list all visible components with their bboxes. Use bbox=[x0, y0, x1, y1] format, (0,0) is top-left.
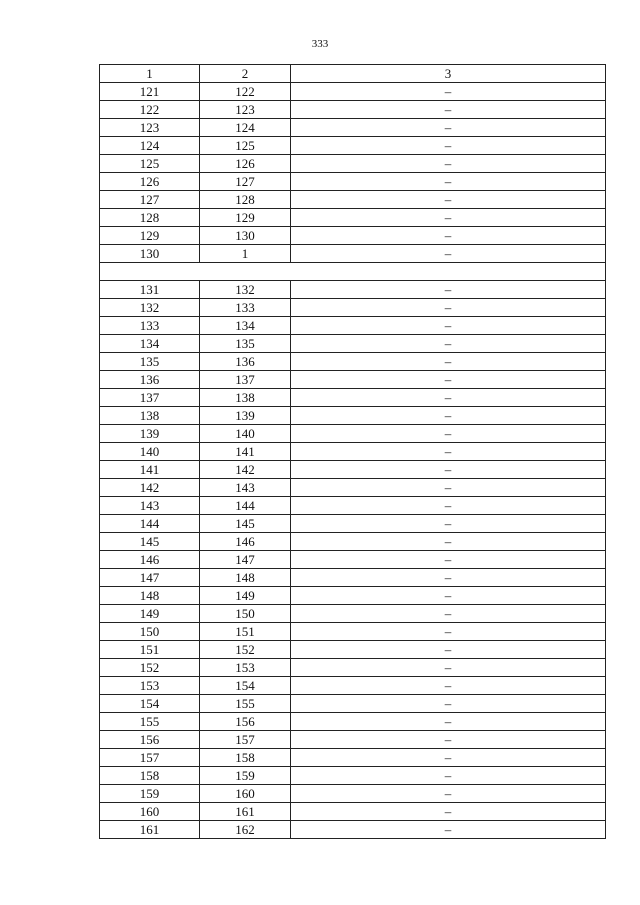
table-cell-col1: 130 bbox=[100, 245, 200, 263]
table-cell-col3: – bbox=[291, 173, 606, 191]
table-cell-col3: – bbox=[291, 443, 606, 461]
table-cell-col2: 151 bbox=[200, 623, 291, 641]
table-cell-col3: – bbox=[291, 353, 606, 371]
table-cell-col1: 155 bbox=[100, 713, 200, 731]
table-row bbox=[100, 605, 606, 623]
table-row bbox=[100, 317, 606, 335]
table-cell-col3: – bbox=[291, 281, 606, 299]
table-cell-col3: – bbox=[291, 497, 606, 515]
table-cell-col1: 143 bbox=[100, 497, 200, 515]
table-cell-col1: 140 bbox=[100, 443, 200, 461]
table-cell-col2: 127 bbox=[200, 173, 291, 191]
table-row bbox=[100, 173, 606, 191]
table-cell-col2: 124 bbox=[200, 119, 291, 137]
table-cell-col3: – bbox=[291, 713, 606, 731]
table-row bbox=[100, 137, 606, 155]
table-cell-col2: 133 bbox=[200, 299, 291, 317]
table-row bbox=[100, 767, 606, 785]
table-row bbox=[100, 209, 606, 227]
table-row bbox=[100, 425, 606, 443]
table-row bbox=[100, 515, 606, 533]
table-cell-col1: 152 bbox=[100, 659, 200, 677]
table-cell-col3: – bbox=[291, 83, 606, 101]
table-cell-col3: – bbox=[291, 245, 606, 263]
table-cell-col2: 162 bbox=[200, 821, 291, 839]
table-cell-col2: 130 bbox=[200, 227, 291, 245]
table-cell-col3: – bbox=[291, 803, 606, 821]
table-row bbox=[100, 821, 606, 839]
table-cell-col2: 123 bbox=[200, 101, 291, 119]
table-cell-col1: 144 bbox=[100, 515, 200, 533]
table-cell-col2: 156 bbox=[200, 713, 291, 731]
table-cell-col3: – bbox=[291, 587, 606, 605]
table-row bbox=[100, 659, 606, 677]
table-cell-col2: 141 bbox=[200, 443, 291, 461]
table-row bbox=[100, 119, 606, 137]
table-cell-col3: – bbox=[291, 137, 606, 155]
table-cell-col1: 149 bbox=[100, 605, 200, 623]
table-cell-col2: 155 bbox=[200, 695, 291, 713]
table-row bbox=[100, 749, 606, 767]
table-cell-col1: 134 bbox=[100, 335, 200, 353]
table-cell-col1: 136 bbox=[100, 371, 200, 389]
table-cell-col2: 125 bbox=[200, 137, 291, 155]
table-cell-col3: – bbox=[291, 317, 606, 335]
table-cell-col3: – bbox=[291, 659, 606, 677]
table-cell-col1: 161 bbox=[100, 821, 200, 839]
table-cell-col2: 1 bbox=[200, 245, 291, 263]
table-cell-col2: 158 bbox=[200, 749, 291, 767]
table-cell-col1: 132 bbox=[100, 299, 200, 317]
table-cell-col3: – bbox=[291, 119, 606, 137]
table-cell-col2: 142 bbox=[200, 461, 291, 479]
table-cell-col1: 159 bbox=[100, 785, 200, 803]
table-cell-col2: 159 bbox=[200, 767, 291, 785]
table-cell-col1: 126 bbox=[100, 173, 200, 191]
table-cell-col1: 123 bbox=[100, 119, 200, 137]
table-cell-col2: 140 bbox=[200, 425, 291, 443]
table-cell-col2: 160 bbox=[200, 785, 291, 803]
table-cell-col2: 147 bbox=[200, 551, 291, 569]
table-cell-col1: 147 bbox=[100, 569, 200, 587]
column-header-3: 3 bbox=[291, 65, 606, 83]
table-row bbox=[100, 299, 606, 317]
table-cell-col3: – bbox=[291, 227, 606, 245]
table-cell-col1: 121 bbox=[100, 83, 200, 101]
table-row bbox=[100, 83, 606, 101]
table-cell-col3: – bbox=[291, 821, 606, 839]
table-row bbox=[100, 443, 606, 461]
table-cell-col3: – bbox=[291, 641, 606, 659]
table-cell-col2: 157 bbox=[200, 731, 291, 749]
table-cell-col2: 148 bbox=[200, 569, 291, 587]
table-cell-col3: – bbox=[291, 767, 606, 785]
page-number: 333 bbox=[311, 38, 329, 50]
table-section-separator bbox=[100, 263, 606, 281]
table-cell-col3: – bbox=[291, 749, 606, 767]
table-cell-col3: – bbox=[291, 785, 606, 803]
table-cell-col2: 136 bbox=[200, 353, 291, 371]
table-cell-col1: 131 bbox=[100, 281, 200, 299]
table-cell-col2: 138 bbox=[200, 389, 291, 407]
table-cell-col3: – bbox=[291, 407, 606, 425]
table-cell-col1: 122 bbox=[100, 101, 200, 119]
table-cell-col2: 145 bbox=[200, 515, 291, 533]
table-cell-col3: – bbox=[291, 731, 606, 749]
table-row bbox=[100, 497, 606, 515]
table-cell-col3: – bbox=[291, 101, 606, 119]
table-cell-col2: 143 bbox=[200, 479, 291, 497]
table-section-2 bbox=[100, 281, 606, 839]
table-row bbox=[100, 713, 606, 731]
table-cell-col3: – bbox=[291, 461, 606, 479]
table-cell-col1: 146 bbox=[100, 551, 200, 569]
table-row bbox=[100, 101, 606, 119]
separator-cell bbox=[100, 263, 606, 281]
table-cell-col3: – bbox=[291, 695, 606, 713]
table-cell-col1: 142 bbox=[100, 479, 200, 497]
column-header-2: 2 bbox=[200, 65, 291, 83]
table-row bbox=[100, 191, 606, 209]
table-cell-col2: 152 bbox=[200, 641, 291, 659]
table-row bbox=[100, 641, 606, 659]
table-cell-col3: – bbox=[291, 515, 606, 533]
table-cell-col1: 141 bbox=[100, 461, 200, 479]
table-cell-col1: 160 bbox=[100, 803, 200, 821]
table-cell-col1: 127 bbox=[100, 191, 200, 209]
table-cell-col1: 128 bbox=[100, 209, 200, 227]
table-cell-col3: – bbox=[291, 569, 606, 587]
table-row bbox=[100, 785, 606, 803]
table-cell-col3: – bbox=[291, 191, 606, 209]
data-table bbox=[99, 64, 606, 839]
table-row bbox=[100, 803, 606, 821]
table-cell-col3: – bbox=[291, 425, 606, 443]
table-cell-col1: 129 bbox=[100, 227, 200, 245]
table-cell-col3: – bbox=[291, 335, 606, 353]
table-cell-col1: 148 bbox=[100, 587, 200, 605]
table-row bbox=[100, 479, 606, 497]
table-cell-col2: 146 bbox=[200, 533, 291, 551]
table-row bbox=[100, 551, 606, 569]
table-row bbox=[100, 677, 606, 695]
table-cell-col3: – bbox=[291, 533, 606, 551]
table-cell-col1: 153 bbox=[100, 677, 200, 695]
table-row bbox=[100, 569, 606, 587]
table-row bbox=[100, 155, 606, 173]
table-cell-col1: 157 bbox=[100, 749, 200, 767]
table-cell-col2: 129 bbox=[200, 209, 291, 227]
table-cell-col2: 134 bbox=[200, 317, 291, 335]
table-row bbox=[100, 371, 606, 389]
table-row bbox=[100, 389, 606, 407]
table-cell-col3: – bbox=[291, 371, 606, 389]
table-cell-col3: – bbox=[291, 551, 606, 569]
table-cell-col1: 124 bbox=[100, 137, 200, 155]
table-cell-col2: 149 bbox=[200, 587, 291, 605]
table-cell-col1: 145 bbox=[100, 533, 200, 551]
table-cell-col1: 151 bbox=[100, 641, 200, 659]
table-cell-col2: 144 bbox=[200, 497, 291, 515]
table-cell-col2: 126 bbox=[200, 155, 291, 173]
table-row bbox=[100, 353, 606, 371]
table-cell-col2: 128 bbox=[200, 191, 291, 209]
table-cell-col2: 154 bbox=[200, 677, 291, 695]
table-cell-col2: 161 bbox=[200, 803, 291, 821]
table-row bbox=[100, 407, 606, 425]
table-cell-col1: 133 bbox=[100, 317, 200, 335]
separator-row bbox=[100, 263, 606, 281]
table-cell-col1: 154 bbox=[100, 695, 200, 713]
table-cell-col1: 138 bbox=[100, 407, 200, 425]
table-cell-col2: 135 bbox=[200, 335, 291, 353]
table-row bbox=[100, 731, 606, 749]
table-row bbox=[100, 227, 606, 245]
table-cell-col2: 137 bbox=[200, 371, 291, 389]
table-cell-col1: 125 bbox=[100, 155, 200, 173]
table-section-1 bbox=[100, 83, 606, 263]
table-row bbox=[100, 695, 606, 713]
table-cell-col1: 139 bbox=[100, 425, 200, 443]
table-cell-col2: 150 bbox=[200, 605, 291, 623]
table-row bbox=[100, 245, 606, 263]
table-cell-col2: 132 bbox=[200, 281, 291, 299]
column-header-1: 1 bbox=[100, 65, 200, 83]
table-cell-col1: 158 bbox=[100, 767, 200, 785]
table-row bbox=[100, 335, 606, 353]
table-row bbox=[100, 533, 606, 551]
table-cell-col1: 150 bbox=[100, 623, 200, 641]
table-cell-col1: 137 bbox=[100, 389, 200, 407]
table-row bbox=[100, 281, 606, 299]
table-row bbox=[100, 623, 606, 641]
table-cell-col3: – bbox=[291, 605, 606, 623]
header-row bbox=[100, 65, 606, 83]
table-cell-col2: 139 bbox=[200, 407, 291, 425]
table-cell-col3: – bbox=[291, 479, 606, 497]
table-cell-col1: 135 bbox=[100, 353, 200, 371]
table-cell-col1: 156 bbox=[100, 731, 200, 749]
table-cell-col3: – bbox=[291, 623, 606, 641]
table-row bbox=[100, 461, 606, 479]
table-cell-col3: – bbox=[291, 299, 606, 317]
table-cell-col3: – bbox=[291, 209, 606, 227]
table-cell-col2: 122 bbox=[200, 83, 291, 101]
table-cell-col3: – bbox=[291, 677, 606, 695]
table-cell-col2: 153 bbox=[200, 659, 291, 677]
table-cell-col3: – bbox=[291, 155, 606, 173]
table-cell-col3: – bbox=[291, 389, 606, 407]
table-row bbox=[100, 587, 606, 605]
